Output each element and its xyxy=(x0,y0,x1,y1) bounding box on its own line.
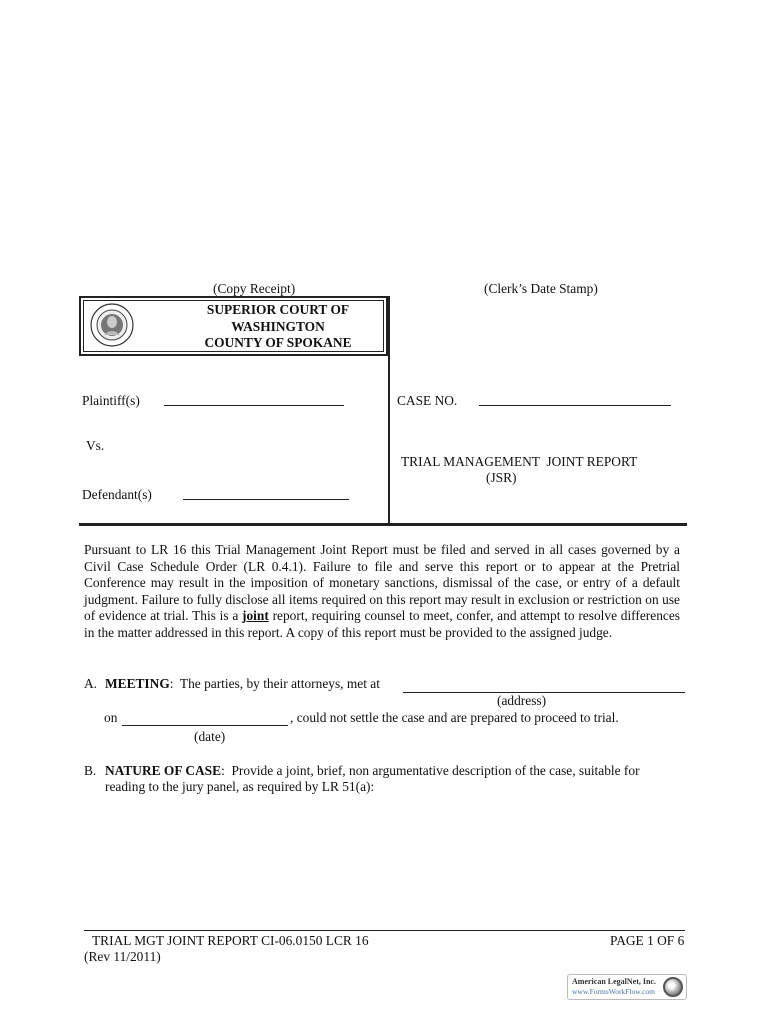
meeting-line xyxy=(105,676,380,692)
court-title-line1: SUPERIOR COURT OF xyxy=(206,302,350,317)
intro-text-after: report, requiring counsel to meet, confer, and attempt to resolve differences in the matter addressed in this report. A copy of this report must be provided to the assigned judge. xyxy=(84,608,680,640)
plaintiff-field[interactable] xyxy=(164,390,344,406)
meeting-date-field[interactable] xyxy=(122,710,288,726)
court-title xyxy=(186,302,370,352)
meeting-text: : The parties, by their attorneys, met at xyxy=(169,676,380,691)
intro-text-before: Pursuant to LR 16 this Trial Management Joint Report must be filed and served in all cases governed by a Civil Case Schedule Order (LR 0.4.1). Failure to file and serve this report or to appear at the Pretrial Conference may result in the imposition of monetary sanctions, dismissal of the case, or entry of a default judgment. Failure to fully disclose all items required on this report may result in exclusion or restriction on use of evidence at trial. This is a xyxy=(84,542,680,624)
plaintiff-label: Plaintiff(s) xyxy=(82,393,140,408)
case-no-field[interactable] xyxy=(479,390,671,406)
logo-line1: American LegalNet, Inc. xyxy=(572,977,656,986)
footer-rule xyxy=(84,930,685,931)
footer-page-number: PAGE 1 OF 6 xyxy=(610,933,685,948)
court-header-box xyxy=(79,296,388,356)
state-seal-icon xyxy=(90,303,134,347)
legalnet-logo-icon xyxy=(663,977,683,997)
meeting-address-label: (address) xyxy=(497,693,547,708)
defendant-field[interactable] xyxy=(183,484,349,500)
meeting-heading: MEETING xyxy=(105,676,170,691)
logo-line2: www.FormsWorkFlow.com xyxy=(572,987,656,996)
case-no-label: CASE NO. xyxy=(397,393,458,408)
court-title-line2: WASHINGTON xyxy=(231,318,325,334)
caption-vertical-divider xyxy=(388,296,390,525)
report-title: TRIAL MANAGEMENT JOINT REPORT xyxy=(401,454,638,469)
footer-form-id: TRIAL MGT JOINT REPORT CI-06.0150 LCR 16 xyxy=(92,933,369,948)
defendant-label: Defendant(s) xyxy=(82,487,152,502)
clerk-date-stamp-label: (Clerk’s Date Stamp) xyxy=(484,281,598,296)
nature-heading: NATURE OF CASE xyxy=(105,763,222,778)
nature-marker: B. xyxy=(84,763,97,778)
nature-line1 xyxy=(105,763,640,779)
legalnet-logo xyxy=(567,974,687,1000)
meeting-after-date: , could not settle the case and are prepared to proceed to trial. xyxy=(290,710,619,725)
meeting-on-label: on xyxy=(104,710,118,725)
report-abbrev: (JSR) xyxy=(486,470,517,485)
meeting-marker: A. xyxy=(84,676,98,691)
intro-paragraph xyxy=(84,542,680,642)
caption-bottom-rule xyxy=(79,523,687,526)
footer-revision: (Rev 11/2011) xyxy=(84,949,161,964)
meeting-address-field[interactable] xyxy=(403,677,685,693)
intro-emphasis-joint: joint xyxy=(242,608,269,624)
meeting-date-label: (date) xyxy=(194,729,226,744)
court-title-line3: COUNTY OF SPOKANE xyxy=(204,335,352,350)
vs-label: Vs. xyxy=(86,438,105,453)
copy-receipt-label: (Copy Receipt) xyxy=(213,281,296,296)
nature-line2: reading to the jury panel, as required by LR 51(a): xyxy=(105,779,375,794)
nature-text1: : Provide a joint, brief, non argumentative description of the case, suitable for xyxy=(221,763,640,778)
